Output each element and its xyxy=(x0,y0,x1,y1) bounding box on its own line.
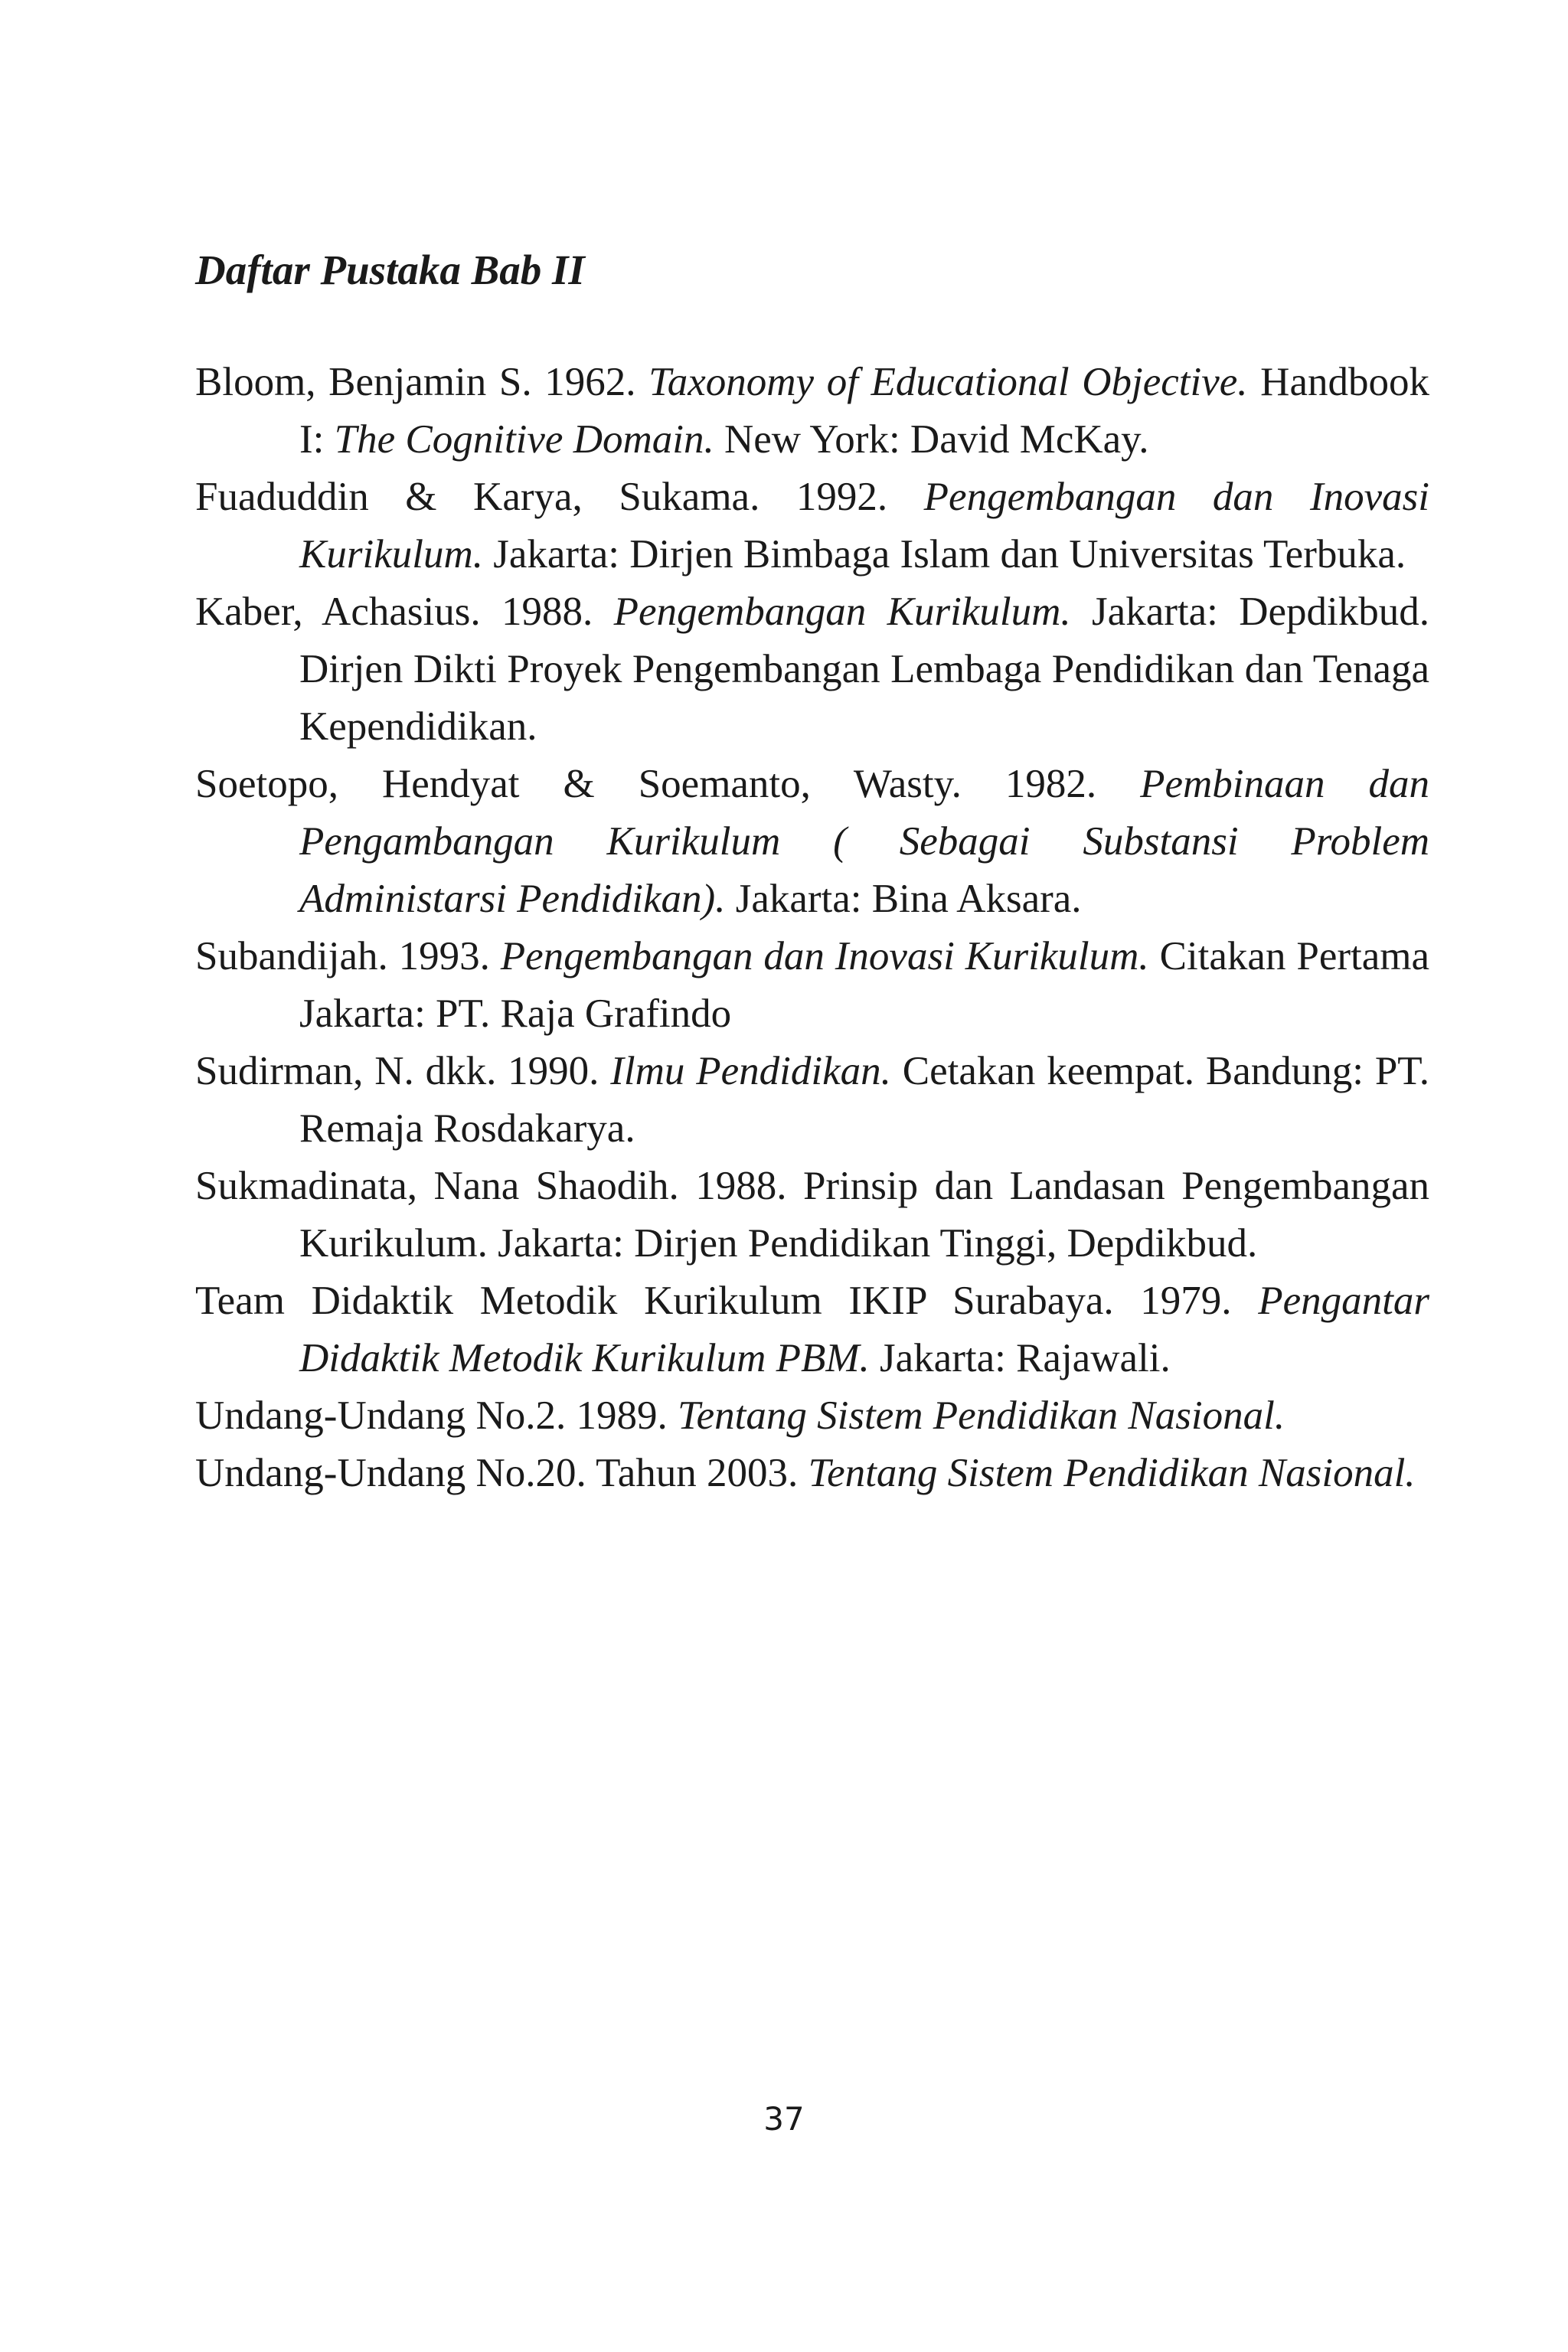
reference-title: Tentang Sistem Pendidikan Nasional. xyxy=(808,1451,1416,1495)
reference-publisher: New York: David McKay. xyxy=(714,417,1149,462)
reference-entry xyxy=(195,1158,1429,1272)
reference-title: Pengembangan dan Inovasi Kurikulum. xyxy=(299,475,1429,577)
reference-entry xyxy=(195,354,1429,469)
reference-text: Bloom, Benjamin S. 1962. xyxy=(195,360,649,404)
reference-publisher: Jakarta: Dirjen Bimbaga Islam dan Universitas Terbuka. xyxy=(482,532,1406,577)
reference-entry xyxy=(195,583,1429,756)
reference-publisher: Cetakan keempat. Bandung: PT. Remaja Rosdakarya. xyxy=(299,1049,1429,1151)
reference-text: Undang-Undang No.20. Tahun 2003. xyxy=(195,1451,808,1495)
reference-entry xyxy=(195,1272,1429,1387)
reference-entry xyxy=(195,928,1429,1043)
reference-text: Handbook I: xyxy=(299,360,1429,462)
reference-text: Sukmadinata, Nana Shaodih. 1988. Prinsip dan Landasan Pengembangan Kurikulum. Jakarta: Dirjen Pendidikan Tinggi, Depdikbud. xyxy=(195,1164,1429,1266)
reference-publisher: Jakarta: Bina Aksara. xyxy=(725,877,1082,921)
reference-title: Tentang Sistem Pendidikan Nasional. xyxy=(678,1393,1285,1438)
reference-subtitle: The Cognitive Domain. xyxy=(334,417,714,462)
reference-title: Ilmu Pendidikan. xyxy=(610,1049,891,1093)
reference-text: Sudirman, N. dkk. 1990. xyxy=(195,1049,611,1093)
reference-text: Undang-Undang No.2. 1989. xyxy=(195,1393,678,1438)
section-heading: Daftar Pustaka Bab II xyxy=(195,247,585,293)
page-number: 37 xyxy=(763,2100,805,2138)
reference-title: Pengembangan Kurikulum. xyxy=(613,590,1071,634)
reference-publisher: Jakarta: Depdikbud. Dirjen Dikti Proyek Pengembangan Lembaga Pendidikan dan Tenaga Kependidikan. xyxy=(299,590,1429,749)
reference-list xyxy=(195,354,1429,1502)
reference-entry xyxy=(195,1043,1429,1158)
reference-text: Kaber, Achasius. 1988. xyxy=(195,590,614,634)
reference-entry xyxy=(195,1387,1429,1445)
reference-text: Team Didaktik Metodik Kurikulum IKIP Surabaya. 1979. xyxy=(195,1279,1259,1323)
reference-title: Pembinaan dan Pengambangan Kurikulum ( Sebagai Substansi Problem Administarsi Pendidikan). xyxy=(299,762,1429,921)
reference-publisher: Jakarta: Rajawali. xyxy=(869,1336,1171,1380)
reference-entry xyxy=(195,1445,1429,1502)
reference-text: Soetopo, Hendyat & Soemanto, Wasty. 1982. xyxy=(195,762,1141,806)
reference-entry xyxy=(195,469,1429,583)
reference-title: Taxonomy of Educational Objective. xyxy=(648,360,1248,404)
reference-title: Pengantar Didaktik Metodik Kurikulum PBM. xyxy=(299,1279,1429,1380)
reference-text: Subandijah. 1993. xyxy=(195,934,501,978)
reference-title: Pengembangan dan Inovasi Kurikulum. xyxy=(500,934,1149,978)
reference-publisher: Citakan Pertama Jakarta: PT. Raja Grafindo xyxy=(299,934,1429,1036)
reference-text: Fuaduddin & Karya, Sukama. 1992. xyxy=(195,475,924,519)
reference-entry xyxy=(195,756,1429,928)
